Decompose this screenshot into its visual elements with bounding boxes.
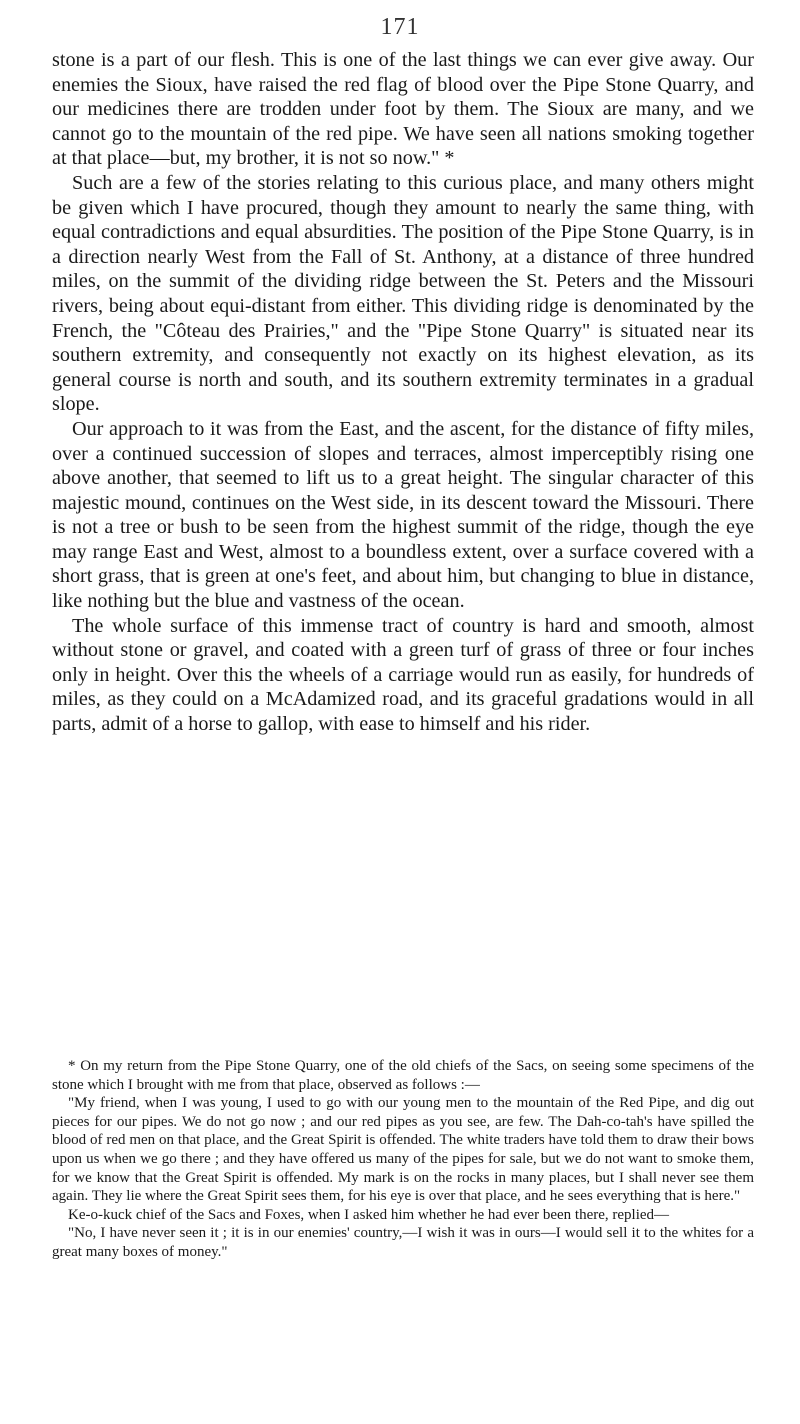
footnote-keokuck-intro: Ke-o-kuck chief of the Sacs and Foxes, when I asked him whether he had ever been there, replied— — [68, 1206, 670, 1223]
page-number: 171 — [380, 14, 420, 40]
paragraph-sac-chief-speech-end: stone is a part of our flesh. This is one of the last things we can ever give away. Our enemies the Sioux, have raised the red flag of blood over the Pipe Stone Quarry, and our medicines there are trodden under foot by them. The Sioux are many, and we cannot go to the mountain of the red pipe. We have seen all nations smoking together at that place—but, my brother, it is not so now." * — [52, 49, 754, 170]
paragraph-surface: The whole surface of this immense tract of country is hard and smooth, almost without stone or gravel, and coated with a green turf of grass of three or four inches only in height. Over this the wheels of a carriage would run as easily, for hundreds of miles, as they could on a McAdamized road, and its graceful gradations would in all parts, admit of a horse to gallop, with ease to himself and his rider. — [52, 614, 754, 736]
footnote-sac-chief-quote: "My friend, when I was young, I used to go with our young men to the mountain of the Red Pipe, and dig out pieces for our pipes. We do not go now ; and our red pipes as you see, are few. The Dah-co-tah's have spilled the blood of red men on that place, and the Great Spirit is offended. The white traders have told them to draw their bows upon us when we go there ; and they have offered us many of the pipes for sale, but we do not want to smoke them, for we know that the Great Spirit is offended. My mark is on the rocks in many places, but I shall never see them again. They lie where the Great Spirit sees them, for his eye is over that place, and he sees everything that is here." — [52, 1095, 754, 1205]
paragraph-quarry-position: Such are a few of the stories relating to this curious place, and many others might be given which I have procured, though they amount to nearly the same thing, with equal contradictions and equal absurdities. The position of the Pipe Stone Quarry, is in a direction nearly West from the Fall of St. Anthony, at a distance of three hundred miles, on the summit of the dividing ridge between the St. Peters and the Missouri rivers, being about equi-distant from either. This dividing ridge is denominated by the French, the "Côteau des Prairies," and the "Pipe Stone Quarry" is situated near its southern extremity, and consequently not exactly on its highest elevation, as its general course is north and south, and its southern extremity terminates in a gradual slope. — [52, 171, 754, 416]
main-text — [52, 48, 754, 737]
footnote-intro: * On my return from the Pipe Stone Quarry, one of the old chiefs of the Sacs, on seeing some specimens of the stone which I brought with me from that place, observed as follows :— — [52, 1058, 754, 1093]
footnote — [52, 1057, 754, 1262]
paragraph-approach: Our approach to it was from the East, and the ascent, for the distance of fifty miles, over a continued succession of slopes and terraces, almost imperceptibly rising one above another, that seemed to lift us to a great height. The singular character of this majestic mound, continues on the West side, in its descent toward the Missouri. There is not a tree or bush to be seen from the highest summit of the ridge, though the eye may range East and West, almost to a boundless extent, over a surface covered with a short grass, that is green at one's feet, and about him, but changing to blue in distance, like nothing but the blue and vastness of the ocean. — [52, 417, 754, 613]
footnote-keokuck-reply: "No, I have never seen it ; it is in our enemies' country,—I wish it was in ours—I would sell it to the whites for a great many boxes of money." — [52, 1225, 754, 1260]
